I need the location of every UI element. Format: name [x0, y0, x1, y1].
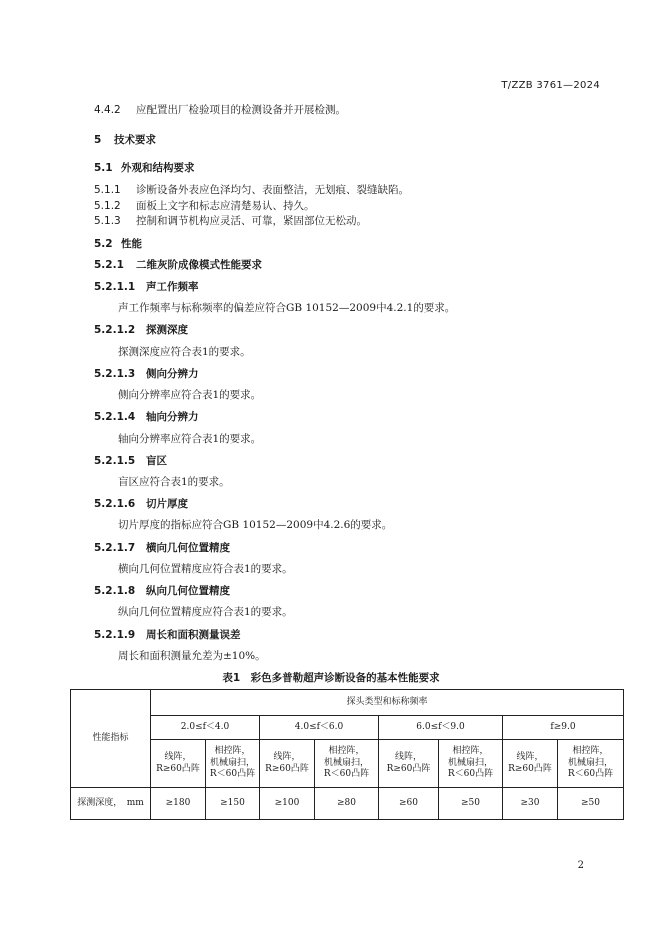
section-text: 周长和面积测量误差: [146, 629, 241, 641]
section-text: 切片厚度: [146, 498, 188, 510]
section-text: 二维灰阶成像模式性能要求: [136, 259, 262, 271]
section-5-2: [94, 236, 142, 251]
section-5-2-1-3: [94, 366, 199, 381]
probe-type-cell: 相控阵， 机械扇扫， R＜60凸阵: [206, 740, 260, 788]
section-5-2-1: [94, 257, 262, 272]
section-number: 5.1.2: [94, 200, 121, 212]
section-text: 技术要求: [114, 134, 156, 146]
section-body-text: [118, 431, 261, 446]
section-number: 5.2.1.6: [94, 498, 136, 510]
probe-type-cell: 线阵， R≥60凸阵: [379, 740, 439, 788]
section-5-1-2: [94, 198, 315, 213]
section-number: 5.2.1.1: [94, 281, 136, 293]
section-5-1: [94, 160, 195, 175]
section-text: 轴向分辨力: [146, 411, 199, 423]
performance-table: [70, 689, 624, 820]
section-number: 5: [94, 134, 102, 146]
section-number: 5.2.1.7: [94, 542, 136, 554]
section-body-text: [118, 604, 293, 619]
section-text: 诊断设备外表应色泽均匀、表面整洁，无划痕、裂缝缺陷。: [136, 184, 409, 196]
section-text: 横向几何位置精度: [146, 542, 230, 554]
section-text: 侧向分辨力: [146, 368, 199, 380]
section-5-2-1-9: [94, 627, 241, 642]
page-number: 2: [577, 860, 584, 871]
section-number: 5.1.1: [94, 184, 121, 196]
frequency-range-cell: f≥9.0: [503, 716, 624, 740]
section-4-4-2: [94, 102, 346, 117]
section-text: 横向几何位置精度应符合表1的要求。: [118, 563, 293, 575]
probe-type-row: [71, 740, 624, 788]
probe-type-cell: 相控阵， 机械扇扫， R＜60凸阵: [439, 740, 503, 788]
section-text: 应配置出厂检验项目的检测设备并开展检测。: [136, 104, 346, 116]
section-number: 5.1: [94, 162, 113, 174]
section-number: 4.4.2: [94, 104, 121, 116]
value-cell: ≥50: [439, 788, 503, 820]
section-text: 声工作频率与标称频率的偏差应符合GB 10152—2009中4.2.1的要求。: [118, 302, 456, 314]
section-text: 切片厚度的指标应符合GB 10152—2009中4.2.6的要求。: [118, 519, 393, 531]
value-cell: ≥150: [206, 788, 260, 820]
section-5: [94, 132, 156, 147]
value-cell: ≥100: [260, 788, 315, 820]
section-text: 探测深度应符合表1的要求。: [118, 346, 251, 358]
frequency-range-cell: 6.0≤f＜9.0: [379, 716, 503, 740]
section-5-1-1: [94, 182, 409, 197]
section-number: 5.2.1.3: [94, 368, 136, 380]
section-5-2-1-8: [94, 583, 230, 598]
section-body-text: [118, 387, 261, 402]
section-number: 5.2.1.4: [94, 411, 136, 423]
frequency-row: [71, 716, 624, 740]
section-text: 周长和面积测量允差为±10%。: [118, 650, 266, 662]
section-text: 探测深度: [146, 324, 188, 336]
section-number: 5.2.1.9: [94, 629, 136, 641]
section-text: 纵向几何位置精度应符合表1的要求。: [118, 606, 293, 618]
section-body-text: [118, 561, 293, 576]
probe-type-cell: 相控阵， 机械扇扫， R＜60凸阵: [315, 740, 379, 788]
probe-type-cell: 线阵， R≥60凸阵: [260, 740, 315, 788]
section-number: 5.2.1.5: [94, 455, 136, 467]
section-5-2-1-2: [94, 322, 188, 337]
section-body-text: [118, 344, 251, 359]
document-id: T/ZZB 3761—2024: [501, 80, 600, 91]
value-cell: ≥180: [151, 788, 206, 820]
section-5-2-1-6: [94, 496, 188, 511]
section-text: 盲区应符合表1的要求。: [118, 476, 230, 488]
section-body-text: [118, 517, 392, 532]
section-text: 外观和结构要求: [121, 162, 195, 174]
probe-type-cell: 相控阵， 机械扇扫， R＜60凸阵: [558, 740, 624, 788]
value-cell: ≥60: [379, 788, 439, 820]
group-header-cell: 探头类型和标称频率: [151, 690, 624, 716]
section-text: 面板上文字和标志应清楚易认、持久。: [136, 200, 315, 212]
value-cell: ≥80: [315, 788, 379, 820]
section-body-text: [118, 648, 266, 663]
table-caption: 表1 彩色多普勒超声诊断设备的基本性能要求: [222, 672, 440, 684]
value-cell: ≥30: [503, 788, 558, 820]
probe-type-cell: 线阵， R≥60凸阵: [151, 740, 206, 788]
section-5-2-1-1: [94, 279, 199, 294]
section-text: 性能: [121, 238, 142, 250]
section-number: 5.2.1.8: [94, 585, 136, 597]
section-5-2-1-7: [94, 540, 230, 555]
section-number: 5.2.1.2: [94, 324, 136, 336]
section-text: 侧向分辨率应符合表1的要求。: [118, 389, 262, 401]
section-number: 5.2.1: [94, 259, 124, 271]
value-cell: ≥50: [558, 788, 624, 820]
table-row: [71, 788, 624, 820]
section-5-1-3: [94, 213, 367, 228]
frequency-range-cell: 4.0≤f＜6.0: [260, 716, 379, 740]
section-text: 轴向分辨率应符合表1的要求。: [118, 433, 262, 445]
section-number: 5.2: [94, 238, 113, 250]
section-5-2-1-4: [94, 409, 199, 424]
probe-type-cell: 线阵， R≥60凸阵: [503, 740, 558, 788]
row-header-cell: 性能指标: [71, 690, 151, 788]
section-text: 纵向几何位置精度: [146, 585, 230, 597]
section-text: 控制和调节机构应灵活、可靠，紧固部位无松动。: [136, 215, 367, 227]
section-number: 5.1.3: [94, 215, 121, 227]
section-text: 声工作频率: [146, 281, 199, 293]
section-5-2-1-5: [94, 453, 167, 468]
section-body-text: [118, 474, 230, 489]
frequency-range-cell: 2.0≤f＜4.0: [151, 716, 260, 740]
section-text: 盲区: [146, 455, 167, 467]
row-label-cell: 探测深度， mm: [71, 788, 151, 820]
section-body-text: [118, 300, 455, 315]
